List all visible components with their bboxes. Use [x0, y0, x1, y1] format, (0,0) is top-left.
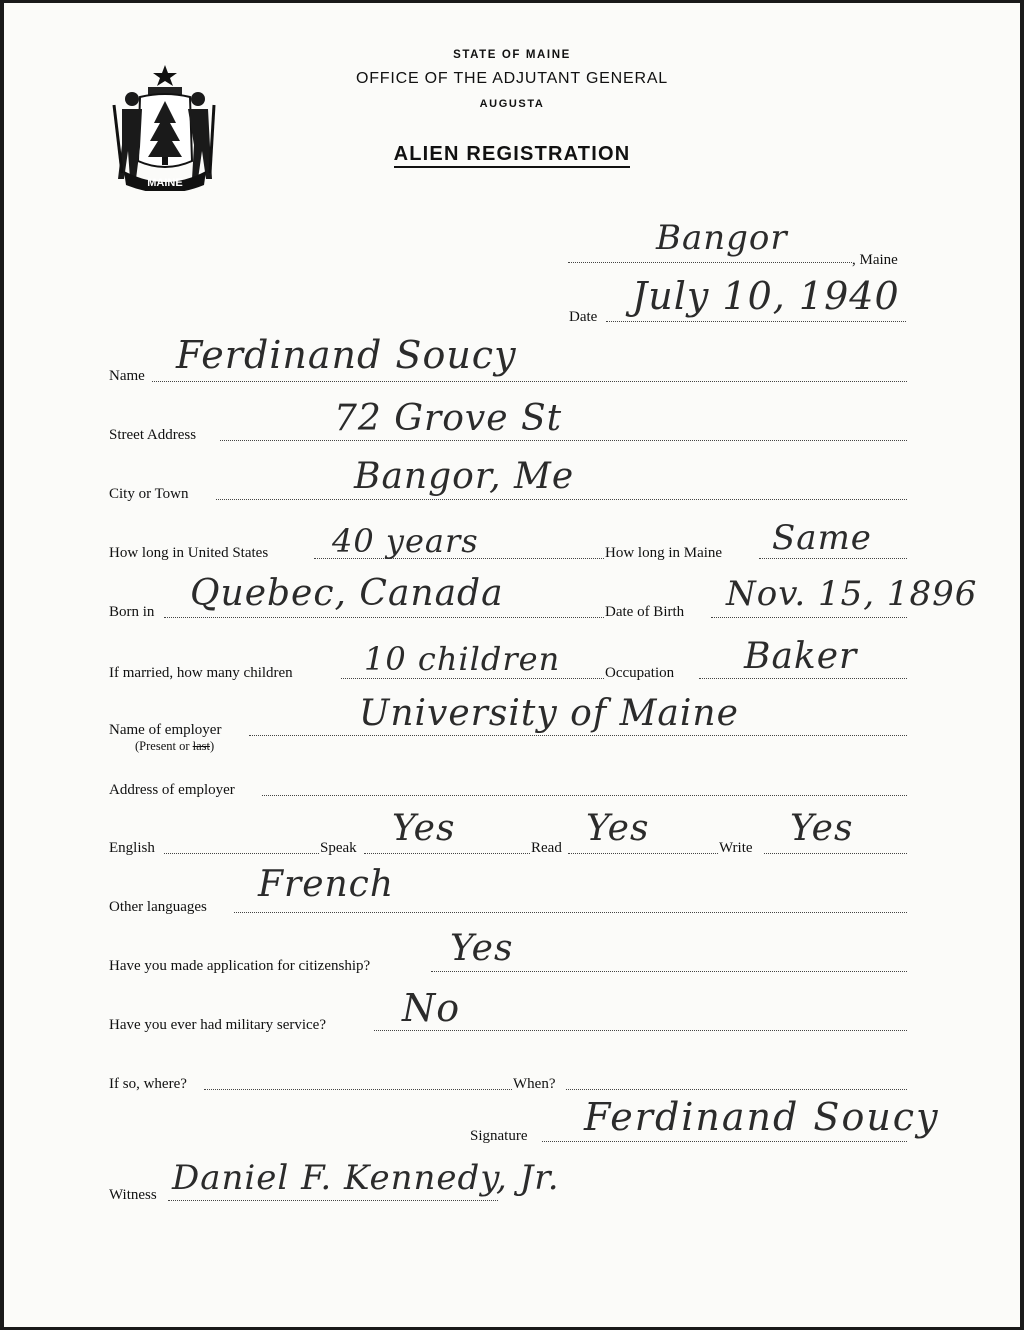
form-title [4, 143, 1020, 166]
born-in-label: Born in [109, 604, 155, 620]
place-suffix-label: , Maine [852, 252, 898, 268]
employer-address-label: Address of employer [109, 782, 235, 798]
speak-entry: Yes [392, 808, 456, 849]
speak-label: Speak [320, 840, 357, 856]
employer-sublabel [135, 737, 214, 755]
children-entry: 10 children [364, 640, 561, 678]
employer-line [249, 735, 907, 736]
born-in-entry: Quebec, Canada [190, 573, 504, 614]
write-line [764, 853, 907, 854]
occupation-line [699, 678, 907, 679]
employer-sub-pre: (Present or [135, 739, 193, 753]
name-line [152, 381, 907, 382]
when-line [566, 1089, 907, 1090]
employer-label: Name of employer [109, 722, 222, 738]
english-line [164, 853, 319, 854]
years-maine-line [759, 558, 907, 559]
date-line [606, 321, 906, 322]
citizenship-entry: Yes [450, 928, 514, 969]
other-languages-line [234, 912, 907, 913]
military-line [374, 1030, 907, 1031]
city-entry: Bangor, Me [354, 456, 575, 497]
street-line [220, 440, 907, 441]
witness-label: Witness [109, 1187, 157, 1203]
street-entry: 72 Grove St [334, 398, 563, 439]
children-line [341, 678, 604, 679]
city-line [216, 499, 907, 500]
employer-entry: University of Maine [359, 693, 739, 734]
where-line [204, 1089, 512, 1090]
street-label: Street Address [109, 427, 197, 443]
dob-line [711, 617, 907, 618]
speak-line [364, 853, 530, 854]
read-label: Read [531, 840, 562, 856]
employer-sub-struck: last [192, 739, 210, 753]
other-languages-label: Other languages [109, 899, 207, 915]
children-label: If married, how many children [109, 665, 293, 681]
city-heading: AUGUSTA [479, 98, 545, 110]
occupation-label: Occupation [605, 665, 675, 681]
place-entry: Bangor [656, 218, 788, 258]
read-entry: Yes [586, 808, 650, 849]
write-entry: Yes [790, 808, 854, 849]
name-label: Name [109, 368, 145, 384]
name-entry: Ferdinand Soucy [176, 333, 517, 377]
date-label: Date [569, 309, 598, 325]
state-heading: STATE OF MAINE [453, 49, 571, 61]
military-entry: No [402, 986, 461, 1030]
form-title-text: ALIEN REGISTRATION [394, 143, 631, 168]
years-us-label: How long in United States [109, 545, 269, 561]
city-label: City or Town [109, 486, 189, 502]
years-maine-label: How long in Maine [605, 545, 723, 561]
signature-entry: Ferdinand Soucy [584, 1095, 940, 1139]
english-label: English [109, 840, 155, 856]
office-heading: OFFICE OF THE ADJUTANT GENERAL [355, 70, 669, 87]
military-label: Have you ever had military service? [109, 1017, 326, 1033]
years-us-entry: 40 years [332, 522, 479, 560]
born-in-line [164, 617, 604, 618]
employer-address-line [262, 795, 907, 796]
employer-sub-post: ) [209, 739, 215, 753]
read-line [568, 853, 718, 854]
occupation-entry: Baker [744, 636, 858, 677]
place-line [568, 262, 852, 263]
dob-entry: Nov. 15, 1896 [726, 574, 978, 614]
when-label: When? [513, 1076, 556, 1092]
signature-line [542, 1141, 907, 1142]
date-entry: July 10, 1940 [632, 274, 900, 318]
citizenship-line [431, 971, 907, 972]
witness-line [168, 1200, 498, 1201]
citizenship-label: Have you made application for citizenship? [109, 958, 371, 974]
seal-lettering: MAINE [147, 177, 183, 189]
where-label: If so, where? [109, 1076, 187, 1092]
years-maine-entry: Same [772, 518, 872, 558]
alien-registration-form [4, 3, 1020, 1327]
witness-entry: Daniel F. Kennedy, Jr. [172, 1158, 560, 1198]
write-label: Write [719, 840, 753, 856]
other-languages-entry: French [258, 864, 395, 905]
signature-label: Signature [470, 1128, 528, 1144]
dob-label: Date of Birth [605, 604, 685, 620]
